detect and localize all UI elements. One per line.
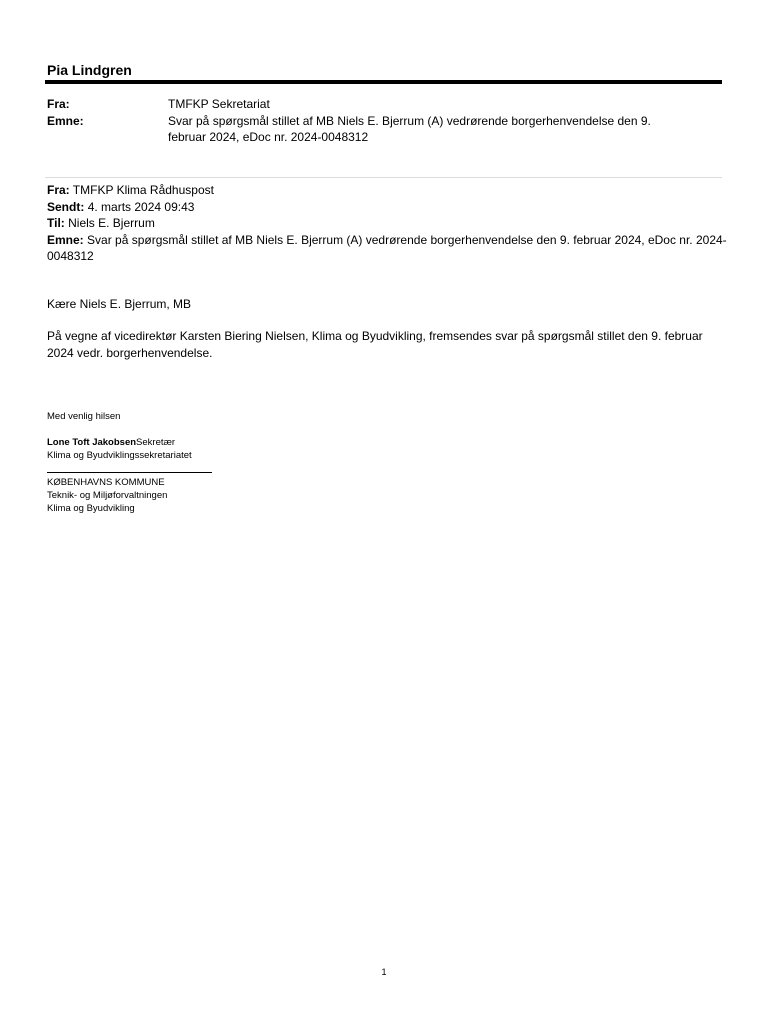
header-subject-value: Svar på spørgsmål stillet af MB Niels E. Bjerrum (A) vedrørende borgerhenvendelse den 9. februar 2024, eDoc nr. 2024-0048312 bbox=[168, 114, 651, 144]
body-paragraph: På vegne af vicedirektør Karsten Biering Nielsen, Klima og Byudvikling, fremsendes svar på spørgsmål stillet den 9. februar 2024 vedr. borgerhenvendelse. bbox=[47, 329, 703, 360]
header-from-label: Fra: bbox=[47, 97, 70, 111]
signature-title: Sekretær bbox=[136, 437, 176, 448]
message-metadata bbox=[47, 182, 727, 265]
signature-org: KØBENHAVNS KOMMUNE bbox=[47, 477, 165, 488]
message-sent-line bbox=[47, 199, 727, 216]
signature-division: Teknik- og Miljøforvaltningen bbox=[47, 490, 168, 501]
message-sent-label: Sendt: bbox=[47, 199, 85, 214]
message-from-label: Fra: bbox=[47, 183, 70, 197]
header-subject-label: Emne: bbox=[47, 114, 84, 128]
message-to-label: Til: bbox=[47, 216, 65, 230]
message-from-value: TMFKP Klima Rådhuspost bbox=[72, 183, 214, 197]
message-subject-label: Emne: bbox=[47, 232, 84, 247]
signature-unit: Klima og Byudvikling bbox=[47, 503, 135, 514]
message-from-line bbox=[47, 182, 727, 199]
message-subject-line bbox=[47, 232, 727, 265]
signature-divider bbox=[47, 472, 212, 473]
page-number: 1 bbox=[381, 967, 387, 977]
message-subject-value: Svar på spørgsmål stillet af MB Niels E. Bjerrum (A) vedrørende borgerhenvendelse den 9. februar 2024, eDoc nr. 2024-0048312 bbox=[47, 232, 727, 263]
signature-name-line bbox=[47, 436, 175, 450]
message-sent-value: 4. marts 2024 09:43 bbox=[87, 199, 195, 214]
message-divider bbox=[45, 177, 722, 178]
message-to-value: Niels E. Bjerrum bbox=[68, 216, 155, 230]
signature-name: Lone Toft Jakobsen bbox=[47, 437, 137, 448]
header-divider bbox=[45, 80, 722, 84]
header-from-value: TMFKP Sekretariat bbox=[168, 97, 270, 111]
mailbox-owner-name: Pia Lindgren bbox=[47, 62, 132, 78]
greeting: Kære Niels E. Bjerrum, MB bbox=[47, 297, 192, 311]
signature-department: Klima og Byudviklingssekretariatet bbox=[47, 450, 192, 461]
signature-closing: Med venlig hilsen bbox=[47, 411, 121, 422]
message-to-line bbox=[47, 215, 727, 232]
